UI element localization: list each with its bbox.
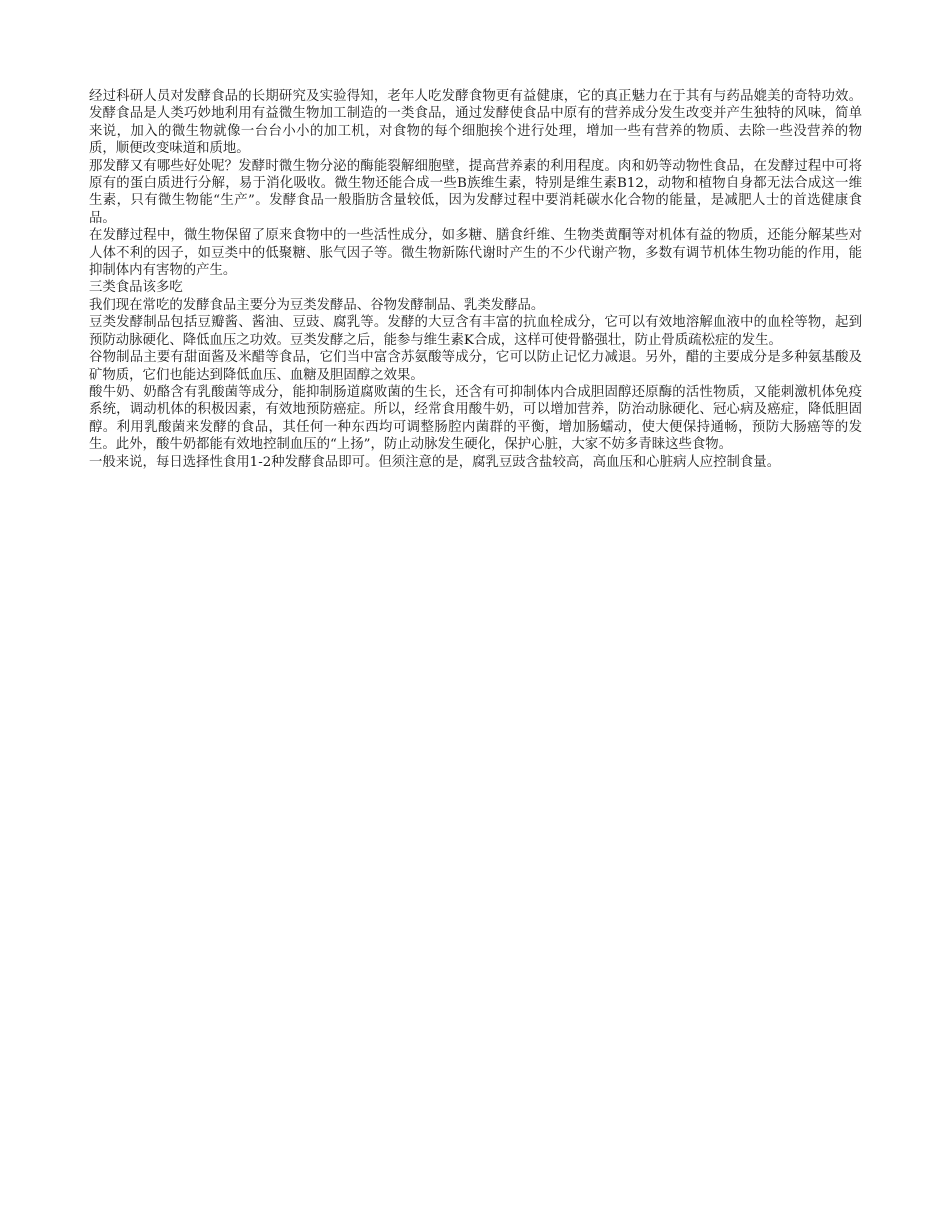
paragraph-daily-advice: 一般来说，每日选择性食用1-2种发酵食品即可。但须注意的是，腐乳豆豉含盐较高，高血压和心脏病人应控制食量。 bbox=[89, 454, 781, 470]
paragraph-dairy-products: 酸牛奶、奶酪含有乳酸菌等成分，能抑制肠道腐败菌的生长，还含有可抑制体内合成胆固醇还原酶的活性物质，又能刺激机体免疫系统，调动机体的积极因素，有效地预防癌症。所以，经常食用酸牛奶，可以增加营养，防治动脉硬化、冠心病及癌症，降低胆固醇。利用乳酸菌来发酵的食品，其任何一种东西均可调整肠腔内菌群的平衡，增加肠蠕动，使大便保持通畅，预防大肠癌等的发生。此外，酸牛奶都能有效地控制血压的“上扬”，防止动脉发生硬化，保护心脏，大家不妨多青睐这些食物。 bbox=[89, 384, 862, 453]
paragraph-categories: 我们现在常吃的发酵食品主要分为豆类发酵品、谷物发酵制品、乳类发酵品。 bbox=[89, 297, 545, 313]
document-body bbox=[89, 88, 862, 471]
paragraph-grain-products: 谷物制品主要有甜面酱及米醋等食品，它们当中富含苏氨酸等成分，它可以防止记忆力减退。另外，醋的主要成分是多种氨基酸及矿物质，它们也能达到降低血压、血糖及胆固醇之效果。 bbox=[89, 350, 862, 383]
paragraph-intro: 经过科研人员对发酵食品的长期研究及实验得知，老年人吃发酵食物更有益健康，它的真正魅力在于其有与药品媲美的奇特功效。发酵食品是人类巧妙地利用有益微生物加工制造的一类食品，通过发酵使食品中原有的营养成分发生改变并产生独特的风味，简单来说，加入的微生物就像一台台小小的加工机，对食物的每个细胞挨个进行处理，增加一些有营养的物质、去除一些没营养的物质，顺便改变味道和质地。 bbox=[89, 89, 862, 157]
section-heading: 三类食品该多吃 bbox=[89, 280, 183, 296]
paragraph-bean-products: 豆类发酵制品包括豆瓣酱、酱油、豆豉、腐乳等。发酵的大豆含有丰富的抗血栓成分，它可以有效地溶解血液中的血栓等物，起到预防动脉硬化、降低血压之功效。豆类发酵之后，能参与维生素K合成，这样可使骨骼强壮，防止骨质疏松症的发生。 bbox=[89, 315, 862, 348]
paragraph-benefits: 那发酵又有哪些好处呢？发酵时微生物分泌的酶能裂解细胞壁，提高营养素的利用程度。肉和奶等动物性食品，在发酵过程中可将原有的蛋白质进行分解，易于消化吸收。微生物还能合成一些B族维生素，特别是维生素B12，动物和植物自身都无法合成这一维生素，只有微生物能“生产”。发酵食品一般脂肪含量较低，因为发酵过程中要消耗碳水化合物的能量，是减肥人士的首选健康食品。 bbox=[89, 158, 862, 226]
paragraph-active-ingredients: 在发酵过程中，微生物保留了原来食物中的一些活性成分，如多糖、膳食纤维、生物类黄酮等对机体有益的物质，还能分解某些对人体不利的因子，如豆类中的低聚糖、胀气因子等。微生物新陈代谢时产生的不少代谢产物，多数有调节机体生物功能的作用，能抑制体内有害物的产生。 bbox=[89, 228, 862, 279]
